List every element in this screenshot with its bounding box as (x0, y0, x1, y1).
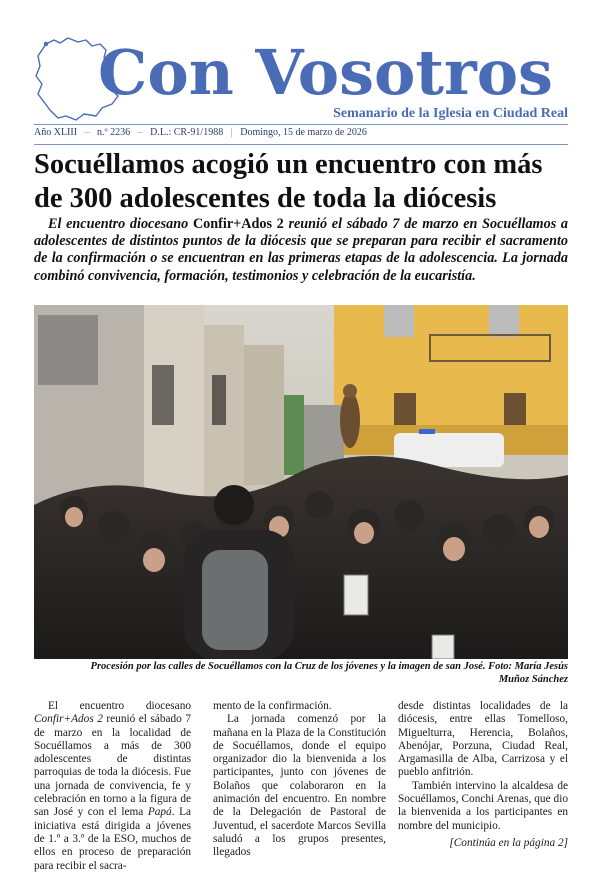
procession-photo (34, 305, 568, 659)
photo-caption: Procesión por las calles de Socuéllamos con la Cruz de los jóvenes y la imagen de san José. Foto: María Jesús Muñoz Sánchez (90, 661, 568, 685)
newspaper-title: Con Vosotros (98, 36, 553, 109)
body-paragraph: desde distintas localidades de la diócesis, entre ellas Tomelloso, Miguelturra, Herencia, Bolaños, Abenójar, Porzuna, Ciudad Real, Argamasilla de Alba, Carrizosa y el pueblo anfitrión. (398, 700, 568, 779)
continue-link[interactable]: [Continúa en la página 2] (449, 836, 568, 849)
separator: – (84, 127, 90, 138)
issue-info (34, 127, 568, 143)
divider (34, 144, 568, 145)
motto: Papá (147, 806, 172, 819)
body-paragraph: La jornada comenzó por la mañana en la Plaza de la Constitución de Socuéllamos, donde el equipo organizador dio la bienvenida a los participantes, junto con jóvenes de Bolaños que colaboraron en la animación del encuentro. En nombre de la Delegación de Pastoral de Juventud, el sacerdote Marcos Sevilla saludó a los grupos presentes, llegados (213, 713, 386, 859)
separator: – (137, 127, 143, 138)
body-text: El encuentro diocesano (48, 700, 191, 712)
article-headline: Socuéllamos acogió un encuentro con más de 300 adolescentes de toda la diócesis (34, 149, 543, 214)
lede-text: El encuentro diocesano (48, 216, 193, 232)
article-lede (34, 216, 568, 285)
lede-text: reunió el sábado 7 de marzo en Socuéllamos a adolescentes de distintos puntos de la diócesis que se preparan para recibir el sacramento de la confirmación o se encuentran en las primeras etapas de la adolescencia. La jornada combinó convivencia, formación, testimonios y celebración de la eucaristía. (34, 216, 568, 284)
issue-date: Domingo, 15 de marzo de 2026 (240, 127, 367, 138)
body-paragraph: También intervino la alcaldesa de Socuéllamos, Conchi Arenas, que dio la bienvenida a los participantes en nombre del municipio. (398, 779, 568, 832)
masthead (34, 30, 568, 126)
body-paragraph: mento de la confirmación. (213, 700, 332, 712)
event-name: Confir+Ados 2 (34, 713, 103, 726)
issue-year: Año XLIII (34, 127, 78, 138)
body-text: . La iniciativa está dirigida a jóvenes de 1.º a 3.º de la ESO, muchos de ellos en proceso de preparación para recibir el sacra- (34, 806, 191, 872)
issue-number: n.º 2236 (97, 127, 131, 138)
body-text: reunió el sábado 7 de marzo en la localidad de Socuéllamos a más de 300 adolescentes de distintas parroquias de toda la diócesis. Fue una jornada de convivencia, fe y celebración en torno a la figura de san José y con el lema (34, 713, 191, 819)
body-column-2 (213, 700, 386, 860)
separator: | (230, 127, 233, 138)
event-name: Confir+Ados 2 (192, 216, 284, 232)
body-paragraph (34, 700, 191, 873)
body-column-1 (34, 700, 191, 873)
issue-legal-deposit: D.L.: CR-91/1988 (150, 127, 224, 138)
newspaper-subtitle: Semanario de la Iglesia en Ciudad Real (333, 106, 568, 121)
divider (34, 124, 568, 125)
body-column-3 (398, 700, 568, 850)
